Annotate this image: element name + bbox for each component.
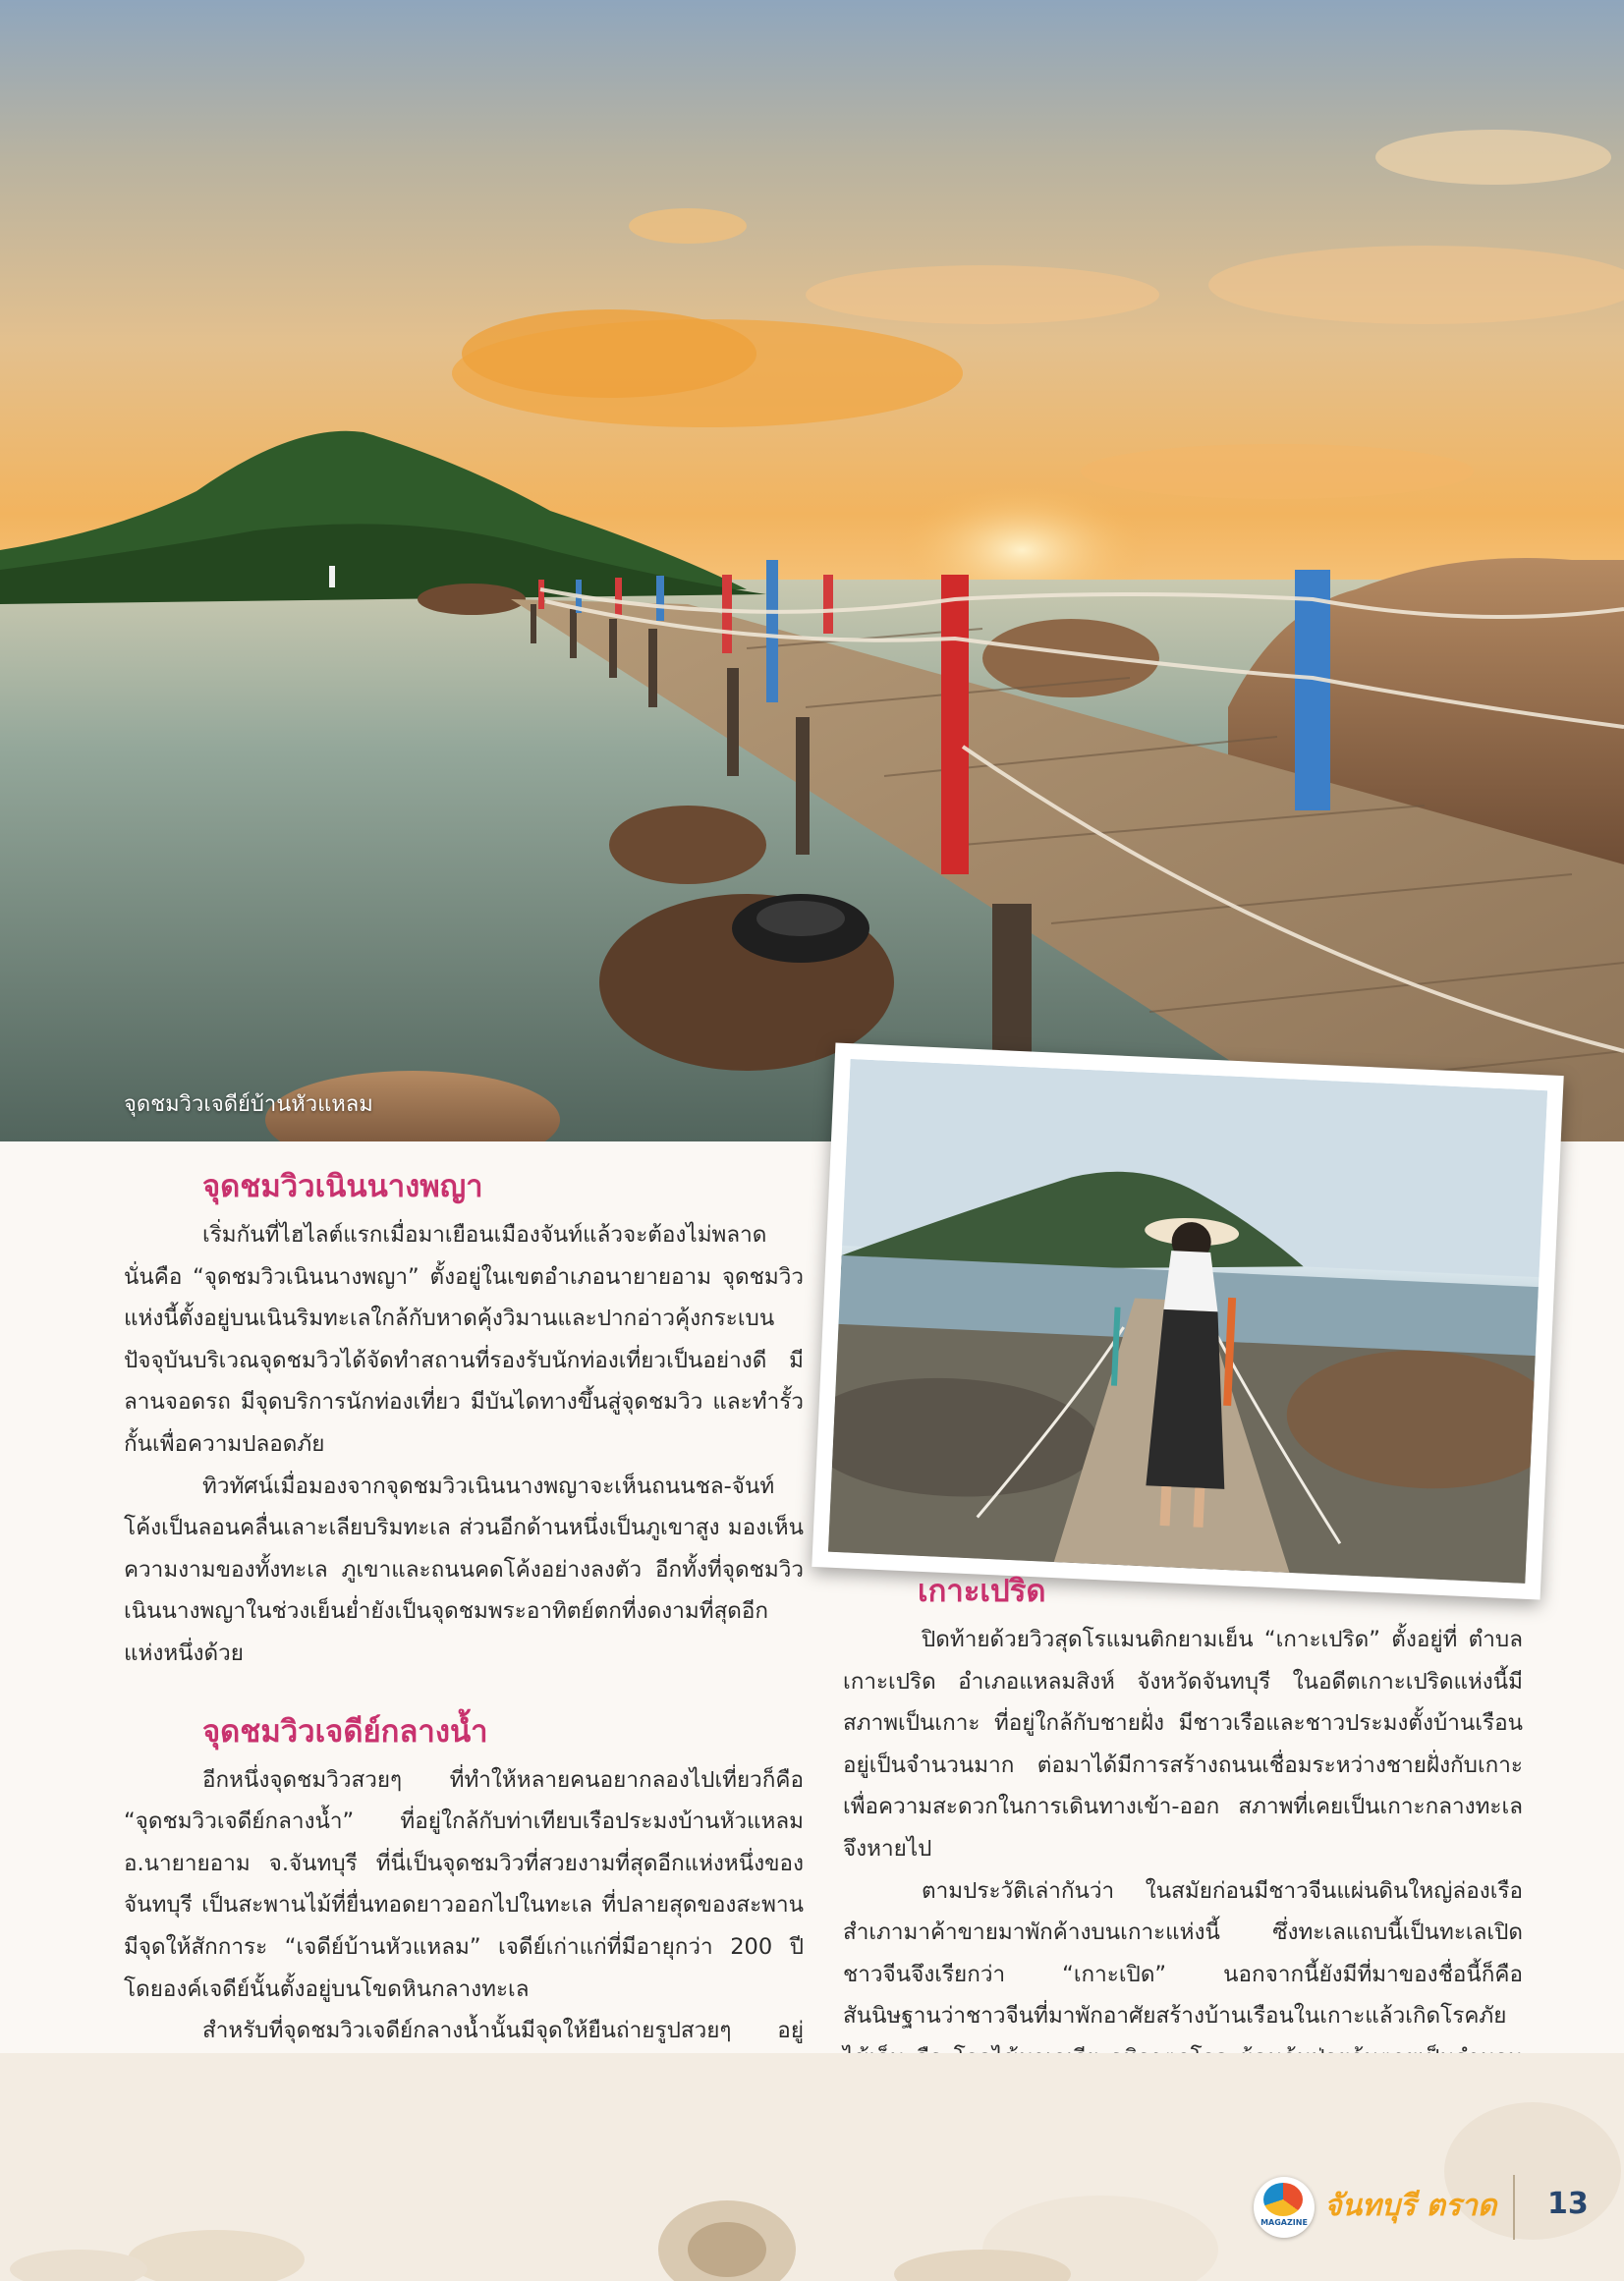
page-number: 13 (1547, 2187, 1589, 2221)
seashell-illustration (0, 2053, 1624, 2281)
magazine-logo (1254, 2177, 1315, 2238)
inset-photo (828, 1059, 1547, 1584)
paragraph: ทิวทัศน์เมื่อมองจากจุดชมวิวเนินนางพญาจะเห็นถนนชล-จันท์โค้งเป็นลอนคลื่นเลาะเลียบริมทะเล ส่วนอีกด้านหนึ่งเป็นภูเขาสูง มองเห็นความงามของทั้งทะเล ภูเขาและถนนคดโค้งอย่างลงตัว อีกทั้งที่จุดชมวิวเนินนางพญาในช่วงเย็นย่ำยังเป็นจุดชมพระอาทิตย์ตกที่งดงามที่สุดอีกแห่งหนึ่งด้วย (124, 1473, 804, 1666)
footer-divider (1513, 2175, 1515, 2240)
logo-icon (1263, 2183, 1303, 2216)
paragraph: อีกหนึ่งจุดชมวิวสวยๆ ที่ทำให้หลายคนอยากลองไปเที่ยวก็คือ “จุดชมวิวเจดีย์กลางน้ำ” ที่อยู่ใกล้กับท่าเทียบเรือประมงบ้านหัวแหลม อ.นายายอาม จ.จันทบุรี ที่นี่เป็นจุดชมวิวที่สวยงามที่สุดอีกแห่งหนึ่งของจันทบุรี เป็นสะพานไม้ที่ยื่นทอดยาวออกไปในทะเล ที่ปลายสุดของสะพานมีจุดให้สักการะ “เจดีย์บ้านหัวแหลม” เจดีย์เก่าแก่ที่มีอายุกว่า 200 ปี โดยองค์เจดีย์นั้นตั้งอยู่บนโขดหินกลางทะเล (124, 1766, 804, 2002)
section-heading-koh-perid: เกาะเปริด (918, 1574, 1046, 1609)
paragraph: ตามประวัติเล่ากันว่า ในสมัยก่อนมีชาวจีนแผ่นดินใหญ่ล่องเรือสำเภามาค้าขายมาพักค้างบนเกาะแห่งนี้ ซึ่งทะเลแถบนี้เป็นทะเลเปิด ชาวจีนจึงเรียกว่า “เกาะเปิด” นอกจากนี้ยังมีที่มาของชื่อนี้ก็คือ สันนิษฐานว่าชาวจีนที่มาพักอาศัยสร้างบ้านเรือนในเกาะแล้วเกิดโรคภัย (843, 1877, 1523, 2030)
section-heading-chedi-klang-nam: จุดชมวิวเจดีย์กลางน้ำ (202, 1713, 488, 1750)
paragraph: เริ่มกันที่ไฮไลต์แรกเมื่อมาเยือนเมืองจันท์แล้วจะต้องไม่พลาด นั่นคือ “จุดชมวิวเนินนางพญา” ตั้งอยู่ในเขตอำเภอนายายอาม จุดชมวิวแห่งนี้ตั้งอยู่บนเนินริมทะเลใกล้กับหาดคุ้งวิมานและปากอ่าวคุ้งกระเบน ปัจจุบันบริเวณจุดชมวิวได้จัดทำสถานที่รองรับนักท่องเที่ยวเป็นอย่างดี มีลานจอดรถ มีจุดบริการนักท่องเที่ยว มีบันไดทางขึ้นสู่จุดชมวิว และทำรั้วกั้นเพื่อความปลอดภัย (124, 1222, 804, 1457)
logo-text: MAGAZINE (1260, 2218, 1308, 2227)
section-heading-nern-nang-phaya: จุดชมวิวเนินนางพญา (202, 1169, 483, 1204)
woman-on-bridge-illustration (828, 1059, 1547, 1584)
hero-caption: จุดชมวิวเจดีย์บ้านหัวแหลม (124, 1092, 373, 1117)
paragraph: ปิดท้ายด้วยวิวสุดโรแมนติกยามเย็น “เกาะเปริด” ตั้งอยู่ที่ ตำบลเกาะเปริด อำเภอแหลมสิงห์ จังหวัดจันทบุรี ในอดีตเกาะเปริดแห่งนี้มีสภาพเป็นเกาะ ที่อยู่ใกล้กับชายฝั่ง มีชาวเรือและชาวประมงตั้งบ้านเรือนอยู่เป็นจำนวนมาก ต่อมาได้มีการสร้างถนนเชื่อมระหว่างชายฝั่งกับเกาะเพื่อความสะดวกในการเดินทางเข้า-ออก สภาพที่เคยเป็นเกาะกลางทะเลจึงหายไป (843, 1627, 1523, 1862)
seashell-decoration (0, 2053, 1624, 2281)
left-column (124, 1163, 804, 2177)
inset-photo-frame (812, 1042, 1563, 1599)
footer-brand: จันทบุรี ตราด (1324, 2189, 1497, 2223)
paragraph: สำหรับที่จุดชมวิวเจดีย์กลางน้ำนั้นมีจุดให้ยืนถ่ายรูปสวยๆ อยู่ (202, 2018, 804, 2044)
